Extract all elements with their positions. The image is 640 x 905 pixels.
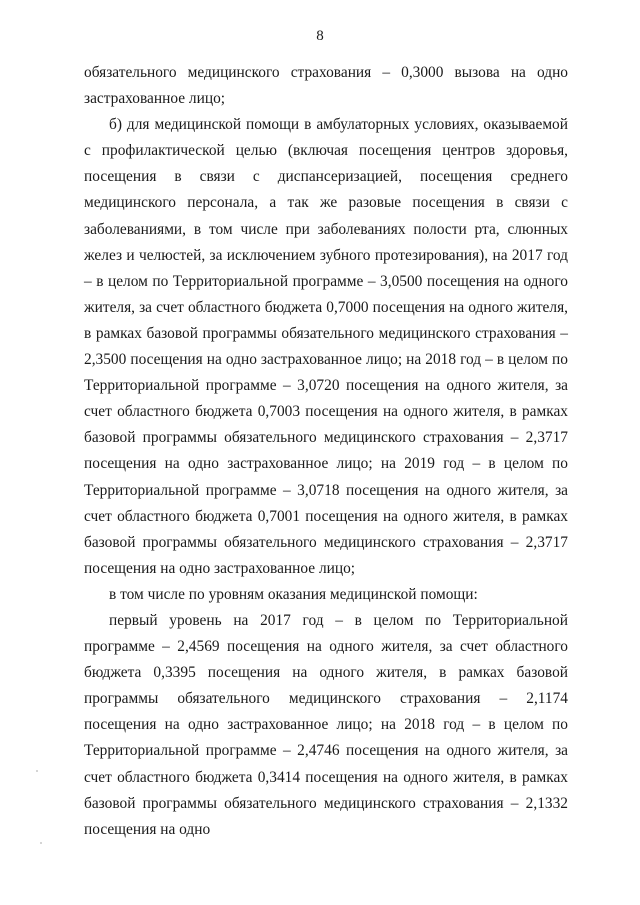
document-body [84,60,568,843]
paragraph-outpatient-preventive: б) для медицинской помощи в амбулаторных условиях, оказываемой с профилактической целью (включая посещения центров здоровья, посещения в связи с диспансеризацией, посещения среднего медицинского персонала, а так же разовые посещения в связи с заболеваниями, в том числе при заболеваниях полости рта, слюнных желез и челюстей, за исключением зубного протезирования), на 2017 год – в целом по Территориальной программе – 3,0500 посещения на одного жителя, за счет областного бюджета 0,7000 посещения на одного жителя, в рамках базовой программы обязательного медицинского страхования – 2,3500 посещения на одно застрахованное лицо; на 2018 год – в целом по Территориальной программе – 3,0720 посещения на одного жителя, за счет областного бюджета 0,7003 посещения на одного жителя, в рамках базовой программы обязательного медицинского страхования – 2,3717 посещения на одно застрахованное лицо; на 2019 год – в целом по Территориальной программе – 3,0718 посещения на одного жителя, за счет областного бюджета 0,7001 посещения на одного жителя, в рамках базовой программы обязательного медицинского страхования – 2,3717 посещения на одно застрахованное лицо; [84,116,568,577]
page-number: 8 [316,28,324,44]
scan-speck [40,842,42,844]
paragraph-continuation-ambulance: обязательного медицинского страхования – 0,3000 вызова на одно застрахованное лицо; [84,64,568,108]
paragraph-care-levels-intro: в том числе по уровням оказания медицинской помощи: [109,585,478,603]
paragraph-first-level: первый уровень на 2017 год – в целом по Территориальной программе – 2,4569 посещения на одного жителя, за счет областного бюджета 0,3395 посещения на одного жителя, в рамках базовой программы обязательного медицинского страхования – 2,1174 посещения на одно застрахованное лицо; на 2018 год – в целом по Территориальной программе – 2,4746 посещения на одного жителя, за счет областного бюджета 0,3414 посещения на одного жителя, в рамках базовой программы обязательного медицинского страхования – 2,1332 посещения на одно [84,611,568,838]
scan-speck [36,770,38,772]
